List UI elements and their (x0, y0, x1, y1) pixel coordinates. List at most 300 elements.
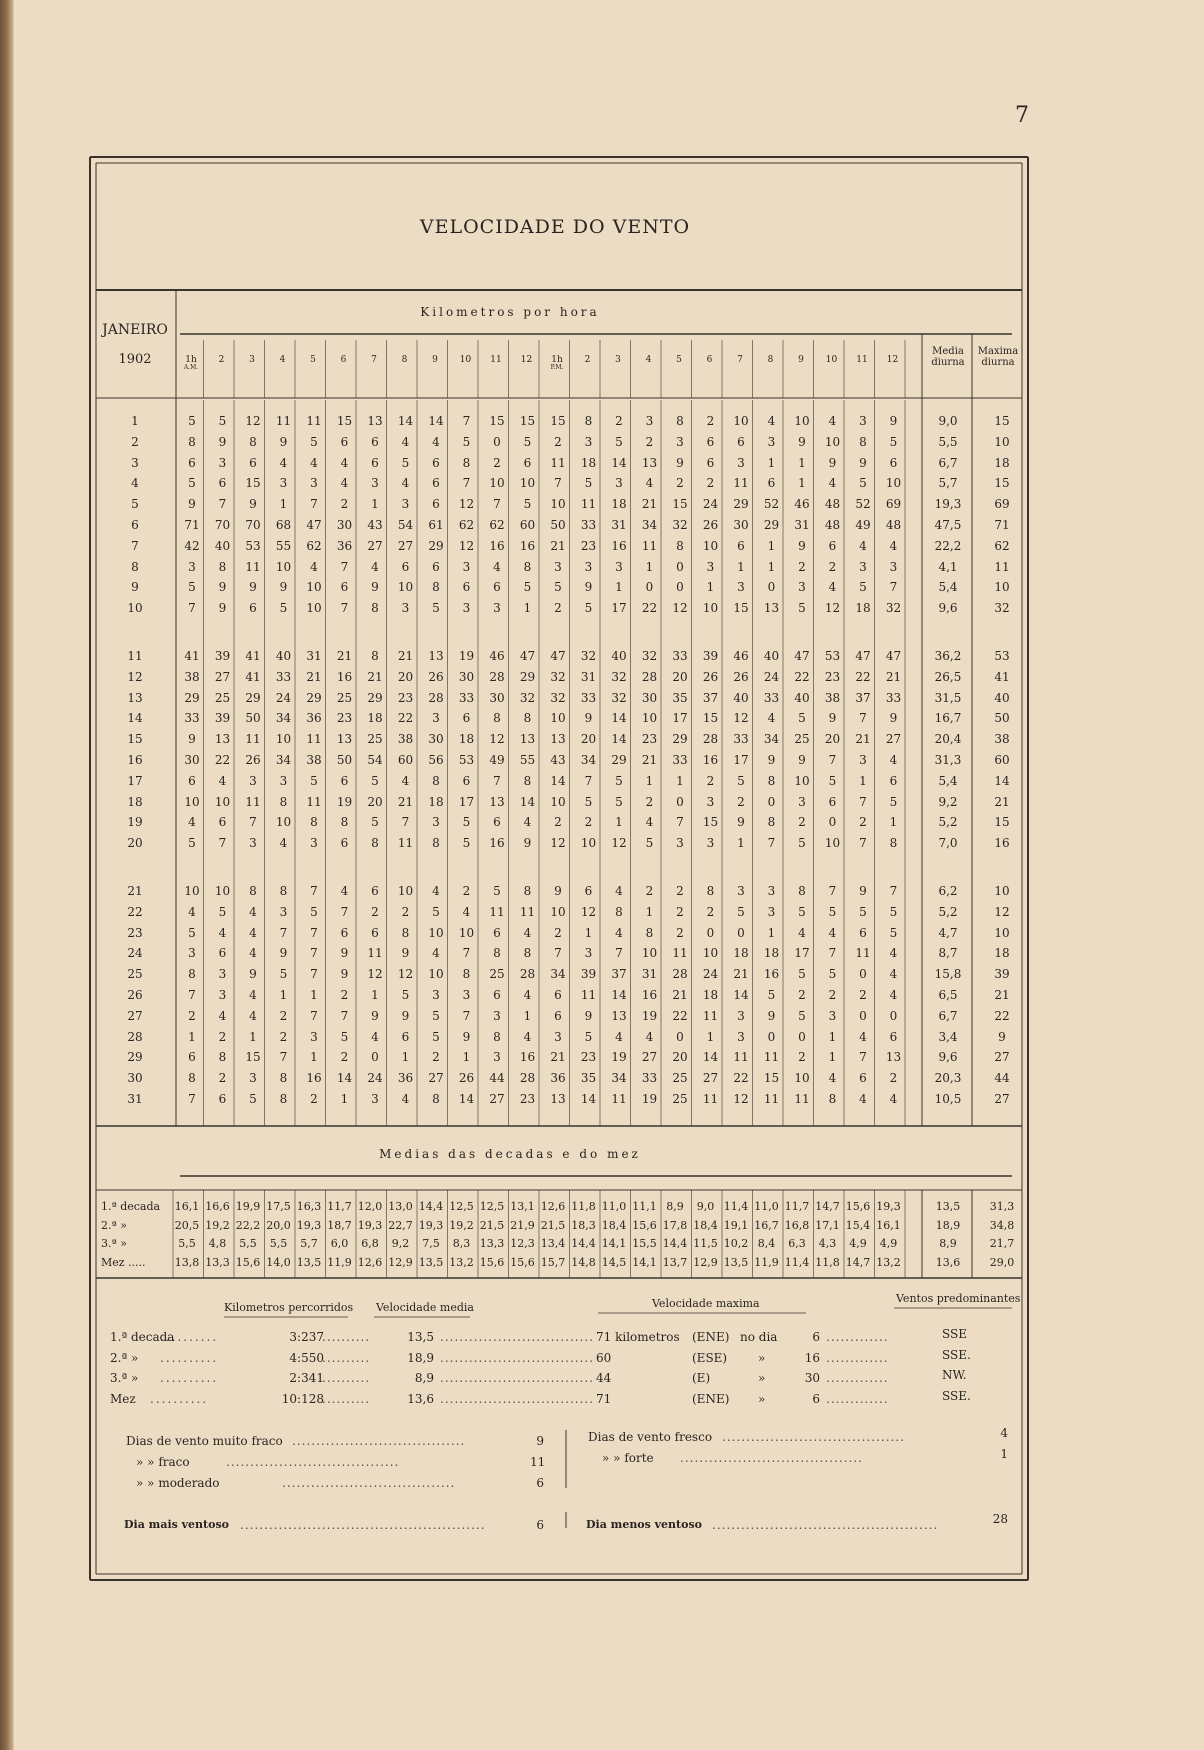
hour-value: 5 (584, 476, 593, 491)
hour-value: 5 (889, 904, 898, 919)
hour-value: 3 (310, 476, 318, 491)
am-label: A.M. (183, 364, 199, 371)
footer-right-value: 4 (1000, 1426, 1008, 1440)
hour-value: 30 (733, 518, 749, 532)
means-value: 16,8 (784, 1218, 810, 1232)
hour-value: 48 (824, 518, 841, 532)
hour-value: 6 (401, 1029, 410, 1044)
hour-value: 20 (367, 794, 383, 809)
hour-value: 4 (798, 925, 806, 940)
hour-value: 5 (188, 414, 196, 428)
hour-value: 62 (458, 518, 475, 532)
summary-label: 2.ª » (110, 1350, 139, 1365)
summary-day-word: » (758, 1371, 766, 1385)
hour-value: 39 (214, 711, 231, 726)
hour-value: 4 (279, 455, 288, 470)
hour-value: 3 (737, 580, 745, 595)
maxima-diurna-value: 16 (994, 836, 1010, 851)
hour-value: 14 (611, 988, 627, 1002)
hour-value: 9 (340, 967, 349, 982)
hour-value: 4 (310, 455, 318, 470)
hour-value: 15 (702, 815, 719, 830)
means-value: 4,9 (849, 1237, 867, 1250)
hour-value: 7 (340, 904, 349, 919)
day-number: 17 (127, 773, 143, 788)
hour-value: 5 (523, 434, 532, 449)
hour-value: 8 (218, 559, 227, 574)
hour-value: 4 (889, 538, 898, 553)
footer-right-value: 1 (1000, 1447, 1008, 1461)
hour-value: 29 (184, 690, 200, 705)
hour-value: 2 (279, 1008, 288, 1023)
media-diurna-value: 10,5 (934, 1092, 962, 1106)
hour-value: 1 (767, 455, 776, 470)
footer-left-label: » » fraco (136, 1455, 190, 1469)
hour-value: 2 (676, 884, 684, 898)
hour-value: 4 (401, 476, 410, 491)
means-value: 14,4 (418, 1200, 444, 1213)
hour-value: 25 (336, 690, 353, 705)
hour-value: 8 (859, 434, 867, 449)
hour-value: 7 (310, 497, 318, 512)
hour-value: 0 (859, 1008, 867, 1023)
hour-value: 7 (340, 1008, 349, 1023)
media-diurna-value: 7,0 (938, 836, 958, 851)
hour-value: 9 (462, 1029, 471, 1044)
hour-value: 1 (737, 559, 745, 574)
hour-value: 23 (336, 711, 353, 726)
hour-value: 4 (615, 925, 623, 940)
hour-value: 4 (188, 815, 196, 830)
hour-value: 18 (702, 988, 719, 1002)
hour-value: 34 (580, 753, 597, 767)
hour-value: 11 (367, 946, 383, 961)
hour-value: 11 (306, 794, 322, 809)
means-max: 21,7 (989, 1237, 1015, 1250)
summary-max-velocity: 60 (596, 1350, 612, 1365)
day-number: 1 (131, 414, 139, 428)
hour-value: 4 (828, 476, 837, 491)
hour-value: 3 (462, 601, 471, 616)
hour-value: 3 (371, 476, 379, 491)
hour-value: 40 (611, 649, 627, 663)
hour-value: 2 (859, 815, 867, 830)
hour-value: 10 (824, 434, 841, 449)
hour-value: 10 (489, 476, 505, 491)
hour-value: 25 (672, 1071, 688, 1086)
hour-value: 3 (493, 1050, 501, 1065)
means-media: 13,6 (935, 1255, 961, 1269)
hour-value: 29 (245, 690, 261, 705)
hour-value: 36 (397, 1071, 414, 1086)
hour-value: 1 (737, 836, 745, 851)
hour-value: 27 (641, 1050, 658, 1065)
hour-value: 10 (794, 1071, 810, 1086)
hour-value: 7 (828, 753, 837, 767)
hour-value: 7 (310, 884, 318, 898)
hour-value: 5 (737, 904, 745, 919)
hour-value: 14 (611, 732, 627, 747)
hour-value: 5 (432, 1008, 440, 1023)
hour-value: 4 (889, 967, 898, 982)
hour-value: 3 (676, 836, 684, 851)
hour-value: 18 (855, 601, 871, 616)
hour-value: 13 (336, 732, 353, 747)
hour-value: 37 (611, 967, 627, 982)
hour-value: 11 (397, 836, 414, 851)
hour-value: 21 (855, 732, 871, 747)
means-value: 12,3 (510, 1237, 535, 1250)
hour-value: 9 (218, 601, 227, 616)
hour-value: 50 (245, 711, 261, 726)
hour-value: 8 (889, 836, 898, 851)
hour-value: 20 (672, 1050, 688, 1065)
hour-value: 2 (645, 794, 654, 809)
hour-value: 38 (397, 732, 414, 747)
hour-value: 4 (218, 925, 227, 940)
hour-value: 9 (249, 580, 257, 595)
media-diurna-value: 20,4 (934, 732, 962, 747)
means-value: 17,8 (662, 1218, 688, 1232)
hour-value: 31 (641, 967, 658, 982)
hour-value: 13 (611, 1008, 627, 1023)
hour-value: 3 (737, 455, 745, 470)
maxima-diurna-value: 11 (994, 559, 1010, 574)
hour-value: 4 (340, 476, 349, 491)
hour-value: 2 (676, 476, 684, 491)
means-value: 13,5 (418, 1255, 444, 1269)
means-value: 19,9 (235, 1200, 261, 1213)
summary-direction: (ENE) (692, 1391, 730, 1406)
hour-value: 9 (798, 753, 806, 767)
hour-value: 10 (794, 414, 810, 428)
summary-dots2: .......... (322, 1371, 371, 1385)
means-value: 15,7 (540, 1255, 566, 1269)
hour-value: 37 (702, 690, 719, 705)
hour-value: 7 (889, 884, 898, 898)
hour-value: 46 (733, 649, 749, 663)
hour-value: 10 (580, 836, 597, 851)
hour-value: 38 (306, 753, 322, 767)
hour-value: 14 (580, 1092, 597, 1106)
hour-value: 9 (859, 884, 867, 898)
maxima-diurna-value: 21 (994, 794, 1010, 809)
hour-value: 11 (611, 1092, 627, 1106)
hour-value: 16 (519, 538, 536, 553)
hour-value: 26 (428, 669, 444, 684)
hour-value: 4 (249, 904, 257, 919)
means-value: 12,9 (388, 1255, 413, 1269)
hour-value: 3 (554, 559, 562, 574)
means-value: 14,1 (632, 1255, 657, 1269)
hour-value: 15 (702, 711, 719, 726)
hour-value: 4 (462, 904, 471, 919)
maxima-diurna-value: 71 (994, 518, 1010, 532)
hour-value: 7 (767, 836, 776, 851)
hour-value: 32 (672, 518, 688, 532)
hour-value: 40 (733, 690, 749, 705)
hour-value: 31 (611, 518, 627, 532)
hour-value: 8 (523, 773, 532, 788)
means-value: 13,2 (449, 1255, 474, 1269)
hour-value: 16 (611, 538, 627, 553)
maxima-diurna-value: 38 (994, 732, 1010, 747)
hour-value: 2 (645, 884, 654, 898)
hour-value: 3 (279, 773, 288, 788)
summary-km: 4:550 (289, 1350, 324, 1365)
summary-label: Mez (110, 1391, 136, 1406)
hour-value: 2 (371, 904, 379, 919)
hour-value: 11 (733, 1050, 749, 1065)
hour-value: 6 (554, 988, 562, 1002)
hour-col-header: 9 (432, 355, 438, 365)
dia-mais-dots: ................................................... (240, 1518, 486, 1532)
hour-value: 36 (306, 711, 322, 726)
hour-value: 30 (428, 732, 444, 747)
hour-value: 9 (767, 753, 776, 767)
means-value: 13,7 (662, 1255, 688, 1269)
maxima-diurna-value: 18 (994, 946, 1010, 961)
media-diurna-value: 8,7 (938, 946, 958, 961)
day-number: 26 (127, 988, 143, 1002)
hour-col-header: 9 (798, 355, 804, 365)
hour-value: 6 (432, 497, 440, 512)
hour-value: 6 (371, 925, 379, 940)
hour-value: 16 (336, 669, 353, 684)
hour-value: 23 (580, 538, 597, 553)
hour-value: 4 (371, 1029, 379, 1044)
hour-value: 40 (794, 690, 810, 705)
hour-value: 1 (310, 1050, 318, 1065)
hour-value: 48 (824, 497, 841, 512)
hour-col-header: 2 (584, 355, 591, 365)
hour-value: 9 (584, 1008, 593, 1023)
hour-value: 5 (401, 455, 410, 470)
hour-value: 7 (249, 815, 257, 830)
dia-mais-ventoso-value: 6 (536, 1518, 544, 1532)
hour-value: 5 (828, 773, 837, 788)
hour-value: 8 (218, 1050, 227, 1065)
hour-value: 5 (615, 434, 623, 449)
means-value: 17,1 (815, 1218, 840, 1232)
summary-dots: .......... (160, 1350, 219, 1365)
hour-value: 6 (889, 455, 898, 470)
book-binding (0, 0, 14, 1750)
hour-value: 54 (367, 753, 383, 767)
means-value: 22,7 (388, 1218, 413, 1232)
hour-value: 5 (371, 815, 379, 830)
hour-value: 8 (188, 967, 196, 982)
hour-value: 8 (188, 434, 196, 449)
hour-value: 7 (279, 925, 288, 940)
hour-value: 36 (336, 538, 353, 553)
hour-value: 40 (275, 649, 292, 663)
hour-value: 60 (397, 753, 414, 767)
means-value: 13,3 (205, 1255, 230, 1269)
hour-value: 31 (306, 649, 322, 663)
hour-value: 28 (489, 669, 505, 684)
hour-value: 16 (763, 967, 780, 982)
hour-value: 12 (611, 836, 627, 851)
means-value: 9,2 (391, 1237, 410, 1250)
means-value: 12,6 (540, 1200, 566, 1213)
maxima-diurna-value: 10 (994, 580, 1010, 595)
hour-value: 46 (794, 497, 810, 512)
hour-value: 5 (188, 836, 196, 851)
hour-value: 70 (245, 518, 261, 532)
hour-value: 29 (519, 669, 536, 684)
hour-value: 4 (523, 925, 532, 940)
hour-value: 10 (794, 773, 810, 788)
hour-value: 1 (188, 1029, 196, 1044)
media-diurna-value: 19,3 (934, 497, 962, 512)
media-diurna-value: 22,2 (934, 538, 962, 553)
dia-menos-ventoso-label: Dia menos ventoso (586, 1518, 703, 1531)
hour-value: 16 (641, 988, 658, 1002)
hour-value: 40 (214, 538, 231, 553)
means-value: 11,4 (723, 1200, 749, 1213)
hour-value: 1 (767, 559, 776, 574)
means-value: 5,7 (300, 1237, 318, 1250)
hour-value: 13 (489, 794, 505, 809)
hour-value: 6 (462, 711, 471, 726)
hour-value: 4 (859, 538, 867, 553)
hour-value: 35 (672, 690, 688, 705)
hour-value: 0 (493, 434, 501, 449)
hour-value: 33 (733, 732, 749, 747)
hour-value: 3 (706, 559, 715, 574)
hour-value: 8 (401, 925, 410, 940)
hour-value: 1 (828, 1050, 837, 1065)
hour-value: 15 (336, 414, 353, 428)
hour-value: 6 (737, 538, 745, 553)
hour-value: 49 (855, 518, 871, 532)
hour-value: 8 (676, 538, 684, 553)
summary-dots3: ................................ (440, 1391, 595, 1406)
media-diurna-value: 5,2 (938, 904, 958, 919)
hour-value: 7 (310, 925, 318, 940)
hour-value: 3 (584, 946, 593, 961)
hour-col-header: 6 (340, 355, 347, 365)
summary-header-vel: Velocidade media (376, 1301, 474, 1314)
hour-value: 4 (218, 773, 227, 788)
hour-value: 1 (279, 988, 288, 1002)
hour-value: 21 (397, 794, 414, 809)
summary-day-word: » (758, 1391, 766, 1406)
hour-value: 0 (737, 925, 745, 940)
hour-value: 5 (798, 836, 806, 851)
hour-value: 10 (885, 476, 902, 491)
day-number: 24 (127, 946, 143, 961)
maxima-diurna-value: 27 (994, 1092, 1010, 1106)
hour-value: 3 (249, 1071, 257, 1086)
hour-value: 5 (432, 601, 440, 616)
hour-col-header: 5 (310, 355, 316, 365)
hour-value: 1 (767, 538, 776, 553)
hour-value: 47 (550, 649, 566, 663)
hour-value: 32 (611, 690, 627, 705)
hour-value: 5 (584, 601, 593, 616)
footer-left-value: 11 (530, 1455, 546, 1469)
hour-value: 47 (855, 649, 871, 663)
hour-value: 6 (432, 559, 440, 574)
means-value: 14,0 (266, 1255, 291, 1269)
summary-predominant: SSE. (942, 1388, 971, 1403)
hour-value: 3 (218, 455, 227, 470)
footer-right-dots: ...................................... (680, 1451, 863, 1465)
hour-value: 3 (798, 580, 806, 595)
hour-value: 0 (371, 1050, 379, 1065)
hour-value: 13 (763, 601, 780, 616)
means-value: 14,7 (845, 1255, 871, 1269)
hour-value: 25 (489, 967, 505, 982)
hour-value: 4 (401, 1092, 410, 1106)
hour-value: 6 (218, 476, 227, 491)
hour-value: 32 (550, 669, 566, 684)
hour-value: 21 (733, 967, 749, 982)
hour-value: 9 (401, 1008, 410, 1023)
summary-dots3: ................................ (440, 1371, 595, 1385)
means-value: 13,4 (540, 1237, 566, 1250)
hour-value: 11 (763, 1050, 780, 1065)
summary-dots2: .......... (322, 1350, 371, 1365)
means-value: 13,0 (388, 1200, 413, 1213)
hour-value: 3 (249, 836, 257, 851)
hour-value: 2 (798, 815, 806, 830)
hour-value: 3 (676, 434, 684, 449)
hour-value: 4 (401, 434, 410, 449)
maxima-diurna-value: 12 (994, 904, 1010, 919)
hour-value: 30 (489, 690, 505, 705)
hour-value: 32 (611, 669, 627, 684)
means-media: 18,9 (935, 1218, 961, 1232)
hour-value: 6 (188, 1050, 196, 1065)
hour-value: 26 (245, 753, 261, 767)
hour-value: 8 (523, 559, 532, 574)
hour-value: 5 (554, 580, 562, 595)
hour-value: 1 (371, 988, 379, 1002)
means-value: 8,9 (666, 1200, 684, 1213)
means-value: 19,3 (357, 1218, 383, 1232)
maxima-diurna-value: 27 (994, 1050, 1010, 1065)
hour-value: 26 (733, 669, 749, 684)
hour-value: 10 (733, 414, 749, 428)
hour-value: 9 (401, 946, 410, 961)
means-value: 12,0 (357, 1200, 383, 1213)
summary-dots2: .......... (322, 1391, 371, 1406)
hour-value: 6 (859, 925, 867, 940)
hour-value: 12 (367, 967, 383, 982)
hour-value: 10 (550, 904, 566, 919)
hour-value: 1 (371, 497, 379, 512)
hour-value: 26 (702, 518, 719, 532)
hour-value: 5 (249, 1092, 257, 1106)
footer-left-dots: .................................... (292, 1434, 466, 1448)
hour-value: 8 (249, 434, 257, 449)
hour-col-header: 12 (886, 355, 899, 365)
hour-value: 13 (641, 455, 658, 470)
means-value: 8,3 (452, 1237, 471, 1250)
hour-value: 7 (584, 773, 593, 788)
maxima-diurna-value: 9 (998, 1029, 1006, 1044)
summary-dots: .......... (150, 1391, 209, 1406)
hour-value: 10 (397, 884, 414, 898)
day-number: 16 (127, 753, 143, 767)
hour-value: 15 (672, 497, 688, 512)
hour-value: 47 (519, 649, 536, 663)
hour-value: 21 (306, 669, 322, 684)
hour-value: 5 (645, 836, 654, 851)
